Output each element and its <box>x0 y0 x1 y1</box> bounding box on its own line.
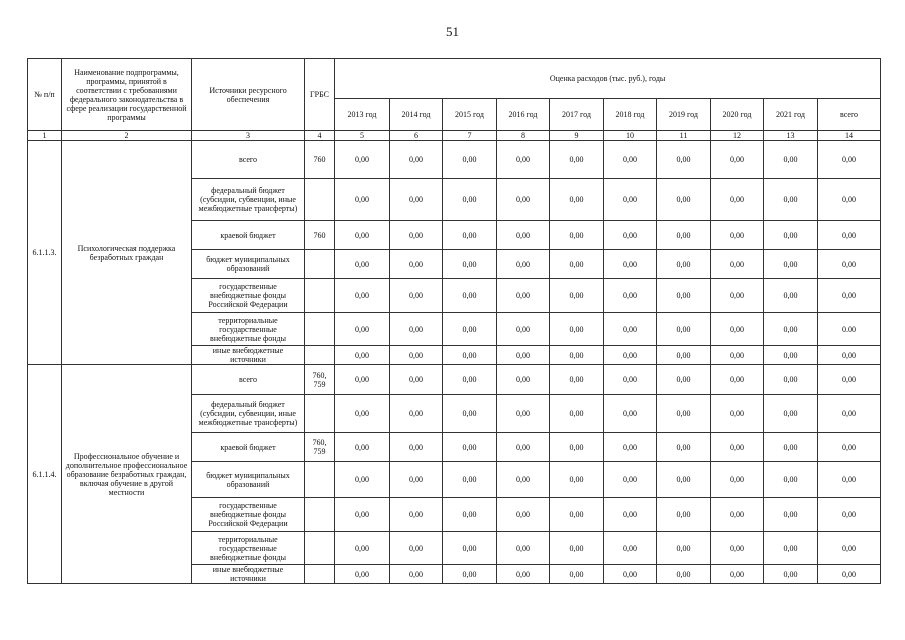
value-cell: 0,00 <box>711 462 764 498</box>
value-cell: 0,00 <box>764 313 818 346</box>
grbs-code <box>305 179 335 221</box>
value-cell: 0,00 <box>550 532 604 565</box>
value-cell: 0,00 <box>818 395 881 433</box>
value-cell: 0,00 <box>604 395 657 433</box>
value-cell: 0,00 <box>550 141 604 179</box>
header-year: 2015 год <box>443 99 497 131</box>
value-cell: 0,00 <box>818 433 881 462</box>
value-cell: 0,00 <box>657 279 711 313</box>
column-number: 5 <box>335 131 390 141</box>
value-cell: 0,00 <box>764 221 818 250</box>
value-cell: 0,00 <box>711 365 764 395</box>
value-cell: 0,00 <box>657 141 711 179</box>
value-cell: 0,00 <box>335 565 390 584</box>
value-cell: 0,00 <box>657 532 711 565</box>
value-cell: 0,00 <box>818 346 881 365</box>
value-cell: 0,00 <box>497 498 550 532</box>
grbs-code: 760, 759 <box>305 365 335 395</box>
value-cell: 0,00 <box>657 462 711 498</box>
value-cell: 0,00 <box>764 365 818 395</box>
value-cell: 0,00 <box>443 346 497 365</box>
value-cell: 0,00 <box>764 395 818 433</box>
value-cell: 0,00 <box>711 141 764 179</box>
column-number: 13 <box>764 131 818 141</box>
value-cell: 0,00 <box>818 462 881 498</box>
value-cell: 0,00 <box>711 532 764 565</box>
grbs-code: 760 <box>305 141 335 179</box>
funding-source: всего <box>192 365 305 395</box>
column-number: 12 <box>711 131 764 141</box>
value-cell: 0,00 <box>818 250 881 279</box>
value-cell: 0,00 <box>764 433 818 462</box>
header-grbs: ГРБС <box>305 59 335 131</box>
value-cell: 0,00 <box>711 346 764 365</box>
value-cell: 0,00 <box>443 462 497 498</box>
value-cell: 0,00 <box>711 395 764 433</box>
value-cell: 0,00 <box>604 346 657 365</box>
value-cell: 0,00 <box>497 462 550 498</box>
value-cell: 0,00 <box>497 532 550 565</box>
value-cell: 0,00 <box>443 179 497 221</box>
value-cell: 0,00 <box>335 346 390 365</box>
value-cell: 0,00 <box>711 498 764 532</box>
header-source: Источники ресурсного обеспечения <box>192 59 305 131</box>
column-number: 11 <box>657 131 711 141</box>
header-year: всего <box>818 99 881 131</box>
column-number: 8 <box>497 131 550 141</box>
value-cell: 0,00 <box>390 395 443 433</box>
value-cell: 0,00 <box>604 532 657 565</box>
value-cell: 0,00 <box>818 179 881 221</box>
value-cell: 0,00 <box>764 532 818 565</box>
value-cell: 0,00 <box>390 346 443 365</box>
header-estimate: Оценка расходов (тыс. руб.), годы <box>335 59 881 99</box>
value-cell: 0,00 <box>550 498 604 532</box>
value-cell: 0,00 <box>550 346 604 365</box>
grbs-code <box>305 250 335 279</box>
value-cell: 0,00 <box>443 498 497 532</box>
value-cell: 0,00 <box>443 250 497 279</box>
value-cell: 0,00 <box>604 565 657 584</box>
value-cell: 0,00 <box>335 532 390 565</box>
grbs-code <box>305 313 335 346</box>
value-cell: 0,00 <box>550 250 604 279</box>
value-cell: 0,00 <box>550 221 604 250</box>
value-cell: 0,00 <box>390 179 443 221</box>
value-cell: 0,00 <box>711 179 764 221</box>
funding-source: бюджет муниципальных образований <box>192 462 305 498</box>
value-cell: 0,00 <box>657 221 711 250</box>
value-cell: 0,00 <box>604 313 657 346</box>
value-cell: 0,00 <box>390 498 443 532</box>
value-cell: 0,00 <box>764 346 818 365</box>
value-cell: 0,00 <box>764 565 818 584</box>
value-cell: 0,00 <box>657 250 711 279</box>
header-year: 2019 год <box>657 99 711 131</box>
value-cell: 0,00 <box>657 313 711 346</box>
column-numbers-row <box>28 131 881 141</box>
value-cell: 0,00 <box>390 433 443 462</box>
value-cell: 0,00 <box>604 221 657 250</box>
value-cell: 0,00 <box>443 365 497 395</box>
item-name: Психологическая поддержка безработных граждан <box>62 141 192 365</box>
value-cell: 0,00 <box>711 250 764 279</box>
value-cell: 0,00 <box>657 179 711 221</box>
value-cell: 0,00 <box>390 313 443 346</box>
grbs-code <box>305 279 335 313</box>
value-cell: 0,00 <box>497 365 550 395</box>
value-cell: 0,00 <box>335 221 390 250</box>
grbs-code <box>305 346 335 365</box>
value-cell: 0,00 <box>390 365 443 395</box>
header-year: 2016 год <box>497 99 550 131</box>
grbs-code <box>305 565 335 584</box>
value-cell: 0,00 <box>604 433 657 462</box>
value-cell: 0,00 <box>443 279 497 313</box>
value-cell: 0,00 <box>657 346 711 365</box>
value-cell: 0,00 <box>764 179 818 221</box>
value-cell: 0,00 <box>390 462 443 498</box>
funding-source: краевой бюджет <box>192 221 305 250</box>
value-cell: 0,00 <box>497 279 550 313</box>
funding-source: иные внебюджетные источники <box>192 346 305 365</box>
value-cell: 0,00 <box>711 565 764 584</box>
value-cell: 0,00 <box>818 365 881 395</box>
column-number: 7 <box>443 131 497 141</box>
value-cell: 0,00 <box>764 250 818 279</box>
value-cell: 0,00 <box>764 462 818 498</box>
funding-source: бюджет муниципальных образований <box>192 250 305 279</box>
value-cell: 0,00 <box>818 532 881 565</box>
value-cell: 0,00 <box>335 395 390 433</box>
grbs-code <box>305 498 335 532</box>
value-cell: 0,00 <box>497 433 550 462</box>
value-cell: 0,00 <box>335 433 390 462</box>
funding-source: государственные внебюджетные фонды Российской Федерации <box>192 279 305 313</box>
value-cell: 0,00 <box>550 395 604 433</box>
value-cell: 0,00 <box>497 313 550 346</box>
funding-source: территориальные государственные внебюджетные фонды <box>192 313 305 346</box>
value-cell: 0,00 <box>497 346 550 365</box>
value-cell: 0,00 <box>550 365 604 395</box>
grbs-code <box>305 395 335 433</box>
value-cell: 0,00 <box>335 365 390 395</box>
value-cell: 0,00 <box>497 395 550 433</box>
value-cell: 0,00 <box>550 462 604 498</box>
header-year: 2020 год <box>711 99 764 131</box>
funding-source: территориальные государственные внебюджетные фонды <box>192 532 305 565</box>
page-number: 51 <box>446 24 459 39</box>
value-cell: 0,00 <box>764 141 818 179</box>
funding-source: государственные внебюджетные фонды Российской Федерации <box>192 498 305 532</box>
value-cell: 0,00 <box>443 313 497 346</box>
value-cell: 0,00 <box>604 365 657 395</box>
value-cell: 0,00 <box>443 433 497 462</box>
value-cell: 0,00 <box>604 462 657 498</box>
header-year: 2018 год <box>604 99 657 131</box>
value-cell: 0,00 <box>335 462 390 498</box>
value-cell: 0,00 <box>497 250 550 279</box>
value-cell: 0,00 <box>711 433 764 462</box>
value-cell: 0,00 <box>604 498 657 532</box>
value-cell: 0,00 <box>497 565 550 584</box>
grbs-code: 760, 759 <box>305 433 335 462</box>
value-cell: 0,00 <box>497 221 550 250</box>
value-cell: 0,00 <box>657 565 711 584</box>
value-cell: 0,00 <box>390 141 443 179</box>
value-cell: 0,00 <box>335 141 390 179</box>
column-number: 3 <box>192 131 305 141</box>
value-cell: 0,00 <box>711 279 764 313</box>
value-cell: 0,00 <box>711 313 764 346</box>
value-cell: 0,00 <box>390 565 443 584</box>
grbs-code <box>305 462 335 498</box>
column-number: 2 <box>62 131 192 141</box>
value-cell: 0,00 <box>818 565 881 584</box>
value-cell: 0,00 <box>390 221 443 250</box>
value-cell: 0,00 <box>390 279 443 313</box>
value-cell: 0,00 <box>443 395 497 433</box>
value-cell: 0,00 <box>657 498 711 532</box>
value-cell: 0,00 <box>764 279 818 313</box>
value-cell: 0,00 <box>443 565 497 584</box>
value-cell: 0,00 <box>335 313 390 346</box>
funding-source: федеральный бюджет (субсидии, субвенции, иные межбюджетные трансферты) <box>192 395 305 433</box>
value-cell: 0,00 <box>335 250 390 279</box>
value-cell: 0,00 <box>550 179 604 221</box>
value-cell: 0,00 <box>443 141 497 179</box>
value-cell: 0,00 <box>657 365 711 395</box>
value-cell: 0,00 <box>818 221 881 250</box>
column-number: 4 <box>305 131 335 141</box>
column-number: 6 <box>390 131 443 141</box>
value-cell: 0,00 <box>335 279 390 313</box>
item-code: 6.1.1.4. <box>28 365 62 584</box>
value-cell: 0,00 <box>390 532 443 565</box>
value-cell: 0,00 <box>604 250 657 279</box>
column-number: 1 <box>28 131 62 141</box>
funding-source: иные внебюджетные источники <box>192 565 305 584</box>
value-cell: 0,00 <box>443 221 497 250</box>
value-cell: 0,00 <box>550 565 604 584</box>
value-cell: 0,00 <box>604 279 657 313</box>
grbs-code: 760 <box>305 221 335 250</box>
header-name: Наименование подпрограммы, программы, принятой в соответствии с требованиями федерального законодательства в сфере реализации государственной программы <box>62 59 192 131</box>
value-cell: 0,00 <box>497 141 550 179</box>
column-number: 9 <box>550 131 604 141</box>
value-cell: 0,00 <box>657 433 711 462</box>
item-name: Профессиональное обучение и дополнительное профессиональное образование безработных граждан, включая обучение в другой местности <box>62 365 192 584</box>
funding-source: всего <box>192 141 305 179</box>
table-row <box>28 141 881 179</box>
value-cell: 0.00 <box>818 313 881 346</box>
grbs-code <box>305 532 335 565</box>
value-cell: 0,00 <box>764 498 818 532</box>
funding-source: краевой бюджет <box>192 433 305 462</box>
header-year: 2021 год <box>764 99 818 131</box>
column-number: 10 <box>604 131 657 141</box>
value-cell: 0,00 <box>390 250 443 279</box>
value-cell: 0,00 <box>657 395 711 433</box>
column-number: 14 <box>818 131 881 141</box>
value-cell: 0,00 <box>550 433 604 462</box>
value-cell: 0,00 <box>604 179 657 221</box>
value-cell: 0,00 <box>335 498 390 532</box>
value-cell: 0,00 <box>550 279 604 313</box>
table-body <box>28 141 881 584</box>
value-cell: 0,00 <box>550 313 604 346</box>
value-cell: 0,00 <box>443 532 497 565</box>
value-cell: 0,00 <box>497 179 550 221</box>
value-cell: 0,00 <box>335 179 390 221</box>
value-cell: 0,00 <box>711 221 764 250</box>
budget-table <box>27 58 881 584</box>
value-cell: 0,00 <box>818 279 881 313</box>
funding-source: федеральный бюджет (субсидии, субвенции, иные межбюджетные трансферты) <box>192 179 305 221</box>
value-cell: 0,00 <box>818 141 881 179</box>
value-cell: 0,00 <box>604 141 657 179</box>
header-year: 2017 год <box>550 99 604 131</box>
header-num: № п/п <box>28 59 62 131</box>
item-code: 6.1.1.3. <box>28 141 62 365</box>
table-row <box>28 365 881 395</box>
value-cell: 0,00 <box>818 498 881 532</box>
header-year: 2013 год <box>335 99 390 131</box>
header-year: 2014 год <box>390 99 443 131</box>
